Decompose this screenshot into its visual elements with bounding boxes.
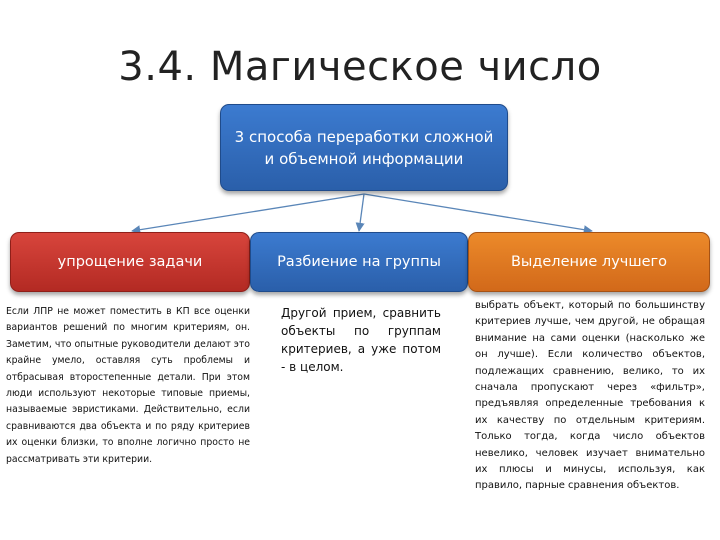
category-simplify-task: упрощение задачи	[10, 232, 250, 292]
category-select-best: Выделение лучшего	[468, 232, 710, 292]
category-split-groups: Разбиение на группы	[250, 232, 468, 292]
description-split-groups: Другой прием, сравнить объекты по группам критериев, а уже потом - в целом.	[281, 306, 441, 374]
description-simplify-task: Если ЛПР не может поместить в КП все оценки вариантов решений по многим критериям, он. Заметим, что опытные руководители делают это крайне умело, оставляя суть проблемы и отбрасывая второстепенные детали. При этом люди используют некоторые типовые приемы, называемые эвристиками. Действительно, если сравниваются два объекта и по ряду критериев их оценки близки, то вполне логично просто не рассматривать эти критерии.	[6, 306, 250, 465]
description-select-best: выбрать объект, который по большинству критериев лучше, чем другой, не обращая внимание на сами оценки (насколько же он лучше). Если количество объектов, подлежащих сравнению, велико, то их сначала пропускают через «фильтр», предъявляя определенные требования к их качеству по отдельным критериям. Только тогда, когда число объектов невелико, человек изучает внимательно их плюсы и минусы, используя, как правило, парные сравнения объектов.	[475, 300, 705, 492]
root-node: 3 способа переработки сложной и объемной информации	[220, 104, 508, 191]
connector-to-best	[364, 194, 592, 231]
connector-to-simplify	[132, 194, 364, 231]
connector-to-groups	[359, 194, 364, 231]
slide-title: 3.4. Магическое число	[118, 44, 602, 90]
